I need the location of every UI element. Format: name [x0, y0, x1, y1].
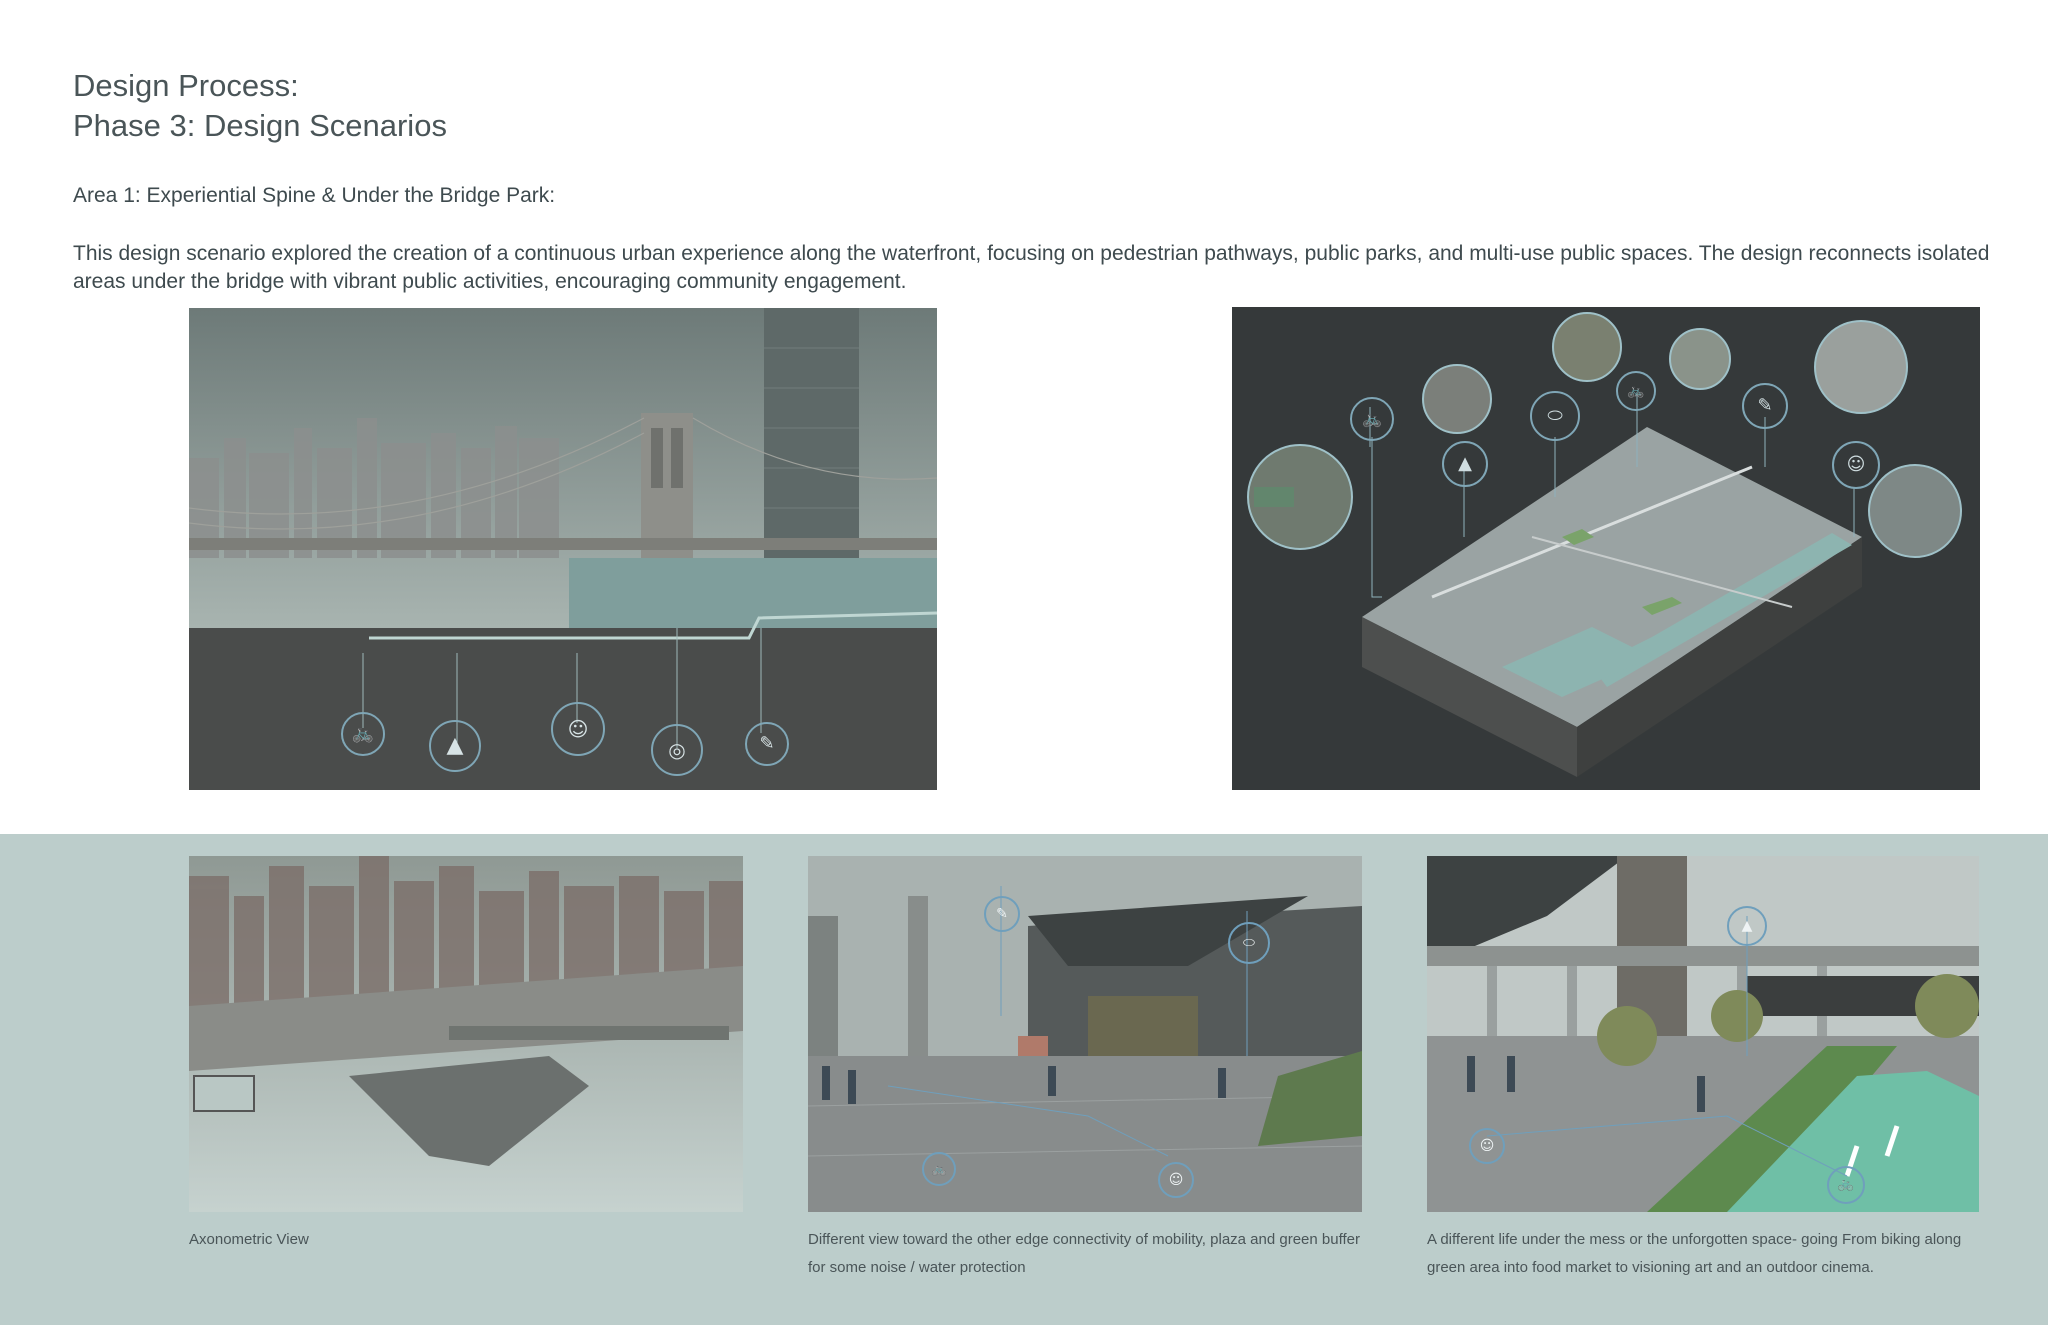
isometric-diagram	[1232, 307, 1980, 790]
caption-plaza-view: Different view toward the other edge connectivity of mobility, plaza and green buffer for some noise / water protection	[808, 1231, 1360, 1276]
people-icon: ☺	[1158, 1162, 1194, 1198]
tree-icon: ▲	[429, 720, 481, 772]
bike-icon: 🚲	[1616, 371, 1656, 411]
caption-axonometric: Axonometric View	[189, 1231, 309, 1248]
ball-icon: ◎	[651, 724, 703, 776]
axonometric-view-image	[189, 856, 743, 1212]
bike-icon: 🚲	[922, 1152, 956, 1186]
paint-icon: ✎	[984, 896, 1020, 932]
title-line-1: Design Process:	[73, 68, 299, 103]
paint-icon: ✎	[745, 722, 789, 766]
people-icon: ☺	[1469, 1128, 1505, 1164]
description-paragraph: This design scenario explored the creation of a continuous urban experience along the waterfront, focusing on pedestrian pathways, public parks, and multi-use public spaces. The design reconnects isolated areas under the bridge with vibrant public activities, encouraging community engagement.	[73, 242, 1990, 293]
bike-icon: 🚲	[1827, 1166, 1865, 1204]
under-bridge-image	[1427, 856, 1979, 1212]
title-line-2: Phase 3: Design Scenarios	[73, 108, 447, 143]
track-icon: ⬭	[1228, 922, 1270, 964]
people-icon: ☺	[551, 702, 605, 756]
paint-icon: ✎	[1742, 383, 1788, 429]
plaza-view-image	[808, 856, 1362, 1212]
bike-icon: 🚲	[341, 712, 385, 756]
page-title	[73, 66, 447, 146]
tree-icon: ▲	[1727, 906, 1767, 946]
bridge-section-render	[189, 308, 937, 790]
area-title: Area 1: Experiential Spine & Under the Bridge Park:	[73, 184, 556, 207]
people-icon: ☺	[1832, 441, 1880, 489]
bike-icon: 🚲	[1350, 397, 1394, 441]
track-icon: ⬭	[1530, 391, 1580, 441]
caption-under-bridge: A different life under the mess or the unforgotten space- going From biking along green area into food market to visioning art and an outdoor cinema.	[1427, 1231, 1962, 1276]
tree-icon: ▲	[1442, 441, 1488, 487]
